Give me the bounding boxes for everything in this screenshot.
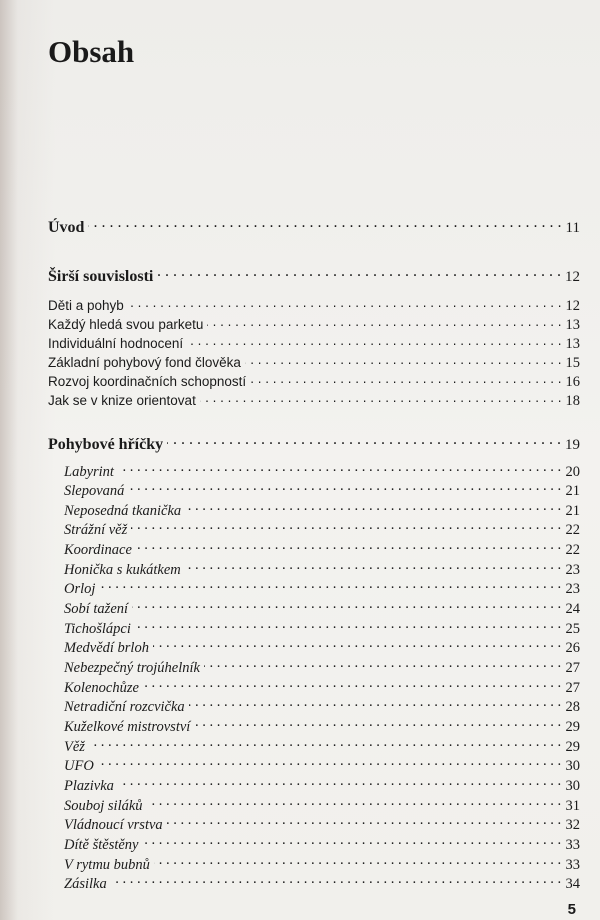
entry-page-number: 13 <box>565 316 580 333</box>
entry-page-number: 23 <box>565 581 580 598</box>
entry-page-number: 28 <box>565 699 580 716</box>
toc-entry <box>48 736 580 756</box>
toc-section-heading <box>48 216 580 237</box>
entry-page-number: 29 <box>565 738 580 755</box>
toc-entry <box>48 795 580 815</box>
entry-page-number: 21 <box>565 502 580 519</box>
entry-page-number: 12 <box>565 297 580 314</box>
toc-entry <box>48 500 580 520</box>
entry-page-number: 23 <box>565 561 580 578</box>
toc-entry <box>48 599 580 619</box>
leader-dots <box>185 500 561 515</box>
entry-page-number: 22 <box>565 542 580 559</box>
leader-dots <box>245 353 562 367</box>
leader-dots <box>154 854 562 869</box>
toc-entry <box>48 481 580 501</box>
entry-title: Každý hledá svou parketu <box>48 316 204 332</box>
toc-entry <box>48 854 580 874</box>
leader-dots <box>185 559 562 574</box>
entry-title: Kolenochůze <box>64 679 139 696</box>
toc-entry <box>48 334 580 353</box>
toc-entry <box>48 618 580 638</box>
leader-dots <box>204 658 562 673</box>
entry-title: Labyrint <box>64 463 114 480</box>
entry-title: Vládnoucí vrstva <box>64 817 163 834</box>
entry-title: Plazivka <box>64 777 114 794</box>
entry-title: Kuželkové mistrovství <box>64 718 191 735</box>
entry-title: Netradiční rozcvička <box>64 699 185 716</box>
entry-title: Koordinace <box>64 542 132 559</box>
entry-page-number: 13 <box>565 335 580 352</box>
entry-title: Orloj <box>64 581 96 598</box>
leader-dots <box>189 697 562 712</box>
toc-entry <box>48 296 580 315</box>
toc-entry <box>48 315 580 334</box>
leader-dots <box>136 540 562 555</box>
leader-dots <box>207 315 561 329</box>
toc-entry <box>48 392 580 411</box>
entry-title: Medvědí brloh <box>64 640 149 657</box>
toc-entry <box>48 775 580 795</box>
entry-page-number: 27 <box>565 660 580 676</box>
entry-page-number: 20 <box>565 463 580 480</box>
leader-dots <box>135 618 562 633</box>
entry-page-number: 24 <box>565 601 580 618</box>
entry-title: V rytmu bubnů <box>64 856 150 873</box>
leader-dots <box>118 461 562 476</box>
entry-page-number: 16 <box>565 373 580 390</box>
entry-page-number: 21 <box>565 483 580 500</box>
toc-entry <box>48 520 580 540</box>
leader-dots <box>89 736 562 751</box>
leader-dots <box>128 481 561 496</box>
toc-entry <box>48 815 580 835</box>
entry-title: Individuální hodnocení <box>48 335 184 351</box>
entry-title: Sobí tažení <box>64 601 129 618</box>
entry-page-number: 22 <box>565 522 580 539</box>
toc-entry <box>48 697 580 717</box>
leader-dots <box>187 334 561 348</box>
leader-dots <box>88 216 561 232</box>
leader-dots <box>250 372 561 386</box>
toc-entry <box>48 874 580 894</box>
entry-page-number: 26 <box>565 640 580 657</box>
toc-section-heading <box>48 433 580 454</box>
entry-page-number: 30 <box>565 758 580 775</box>
leader-dots <box>118 775 562 790</box>
toc-entry <box>48 372 580 391</box>
entry-page-number: 34 <box>565 876 580 893</box>
entry-title: UFO <box>64 758 94 775</box>
toc-entry <box>48 559 580 579</box>
section-title: Pohybové hříčky <box>48 436 164 453</box>
toc-entry <box>48 658 580 678</box>
entry-title: Zásilka <box>64 876 107 893</box>
leader-dots <box>194 716 561 731</box>
entry-title: Základní pohybový fond člověka <box>48 354 241 370</box>
page-title: Obsah <box>48 34 135 69</box>
leader-dots <box>167 815 562 830</box>
leader-dots <box>99 579 561 594</box>
page-number: 5 <box>567 901 576 918</box>
entry-title: Honička s kukátkem <box>64 561 181 578</box>
section-title: Širší souvislosti <box>48 268 154 285</box>
entry-page-number: 33 <box>565 836 580 853</box>
entry-page-number: 25 <box>565 620 580 637</box>
section-page-number: 19 <box>565 437 580 453</box>
entry-title: Rozvoj koordinačních schopností <box>48 373 247 389</box>
leader-dots <box>153 638 562 653</box>
entry-title: Nebezpečný trojúhelník <box>64 660 200 676</box>
toc-entry <box>48 756 580 776</box>
toc-entry <box>48 677 580 697</box>
entry-title: Věž <box>64 738 85 755</box>
entry-title: Dítě štěstěny <box>64 836 139 853</box>
toc-entry <box>48 353 580 372</box>
entry-page-number: 32 <box>565 817 580 834</box>
toc-entry <box>48 638 580 658</box>
leader-dots <box>132 599 561 614</box>
entry-title: Neposedná tkanička <box>64 502 182 519</box>
entry-page-number: 18 <box>565 393 580 409</box>
toc-entry <box>48 461 580 481</box>
leader-dots <box>143 834 562 849</box>
leader-dots <box>98 756 562 771</box>
toc-entry <box>48 716 580 736</box>
toc-section-heading <box>48 265 580 286</box>
entry-title: Slepovaná <box>64 483 125 500</box>
entry-page-number: 31 <box>565 797 580 814</box>
entry-page-number: 15 <box>565 354 580 371</box>
entry-title: Strážní věž <box>64 522 128 539</box>
entry-page-number: 27 <box>565 679 580 696</box>
entry-title: Jak se v knize orientovat <box>48 393 196 408</box>
leader-dots <box>200 392 562 406</box>
leader-dots <box>143 677 562 692</box>
section-title: Úvod <box>48 219 85 236</box>
entry-title: Tichošlápci <box>64 620 131 637</box>
leader-dots <box>111 874 562 889</box>
leader-dots <box>167 433 561 449</box>
section-page-number: 12 <box>565 269 580 285</box>
entry-page-number: 33 <box>565 856 580 873</box>
leader-dots <box>131 520 561 535</box>
entry-title: Děti a pohyb <box>48 297 124 313</box>
section-page-number: 11 <box>565 220 580 236</box>
leader-dots <box>128 296 562 310</box>
toc-entry <box>48 540 580 560</box>
entry-title: Souboj siláků <box>64 797 143 814</box>
leader-dots <box>147 795 562 810</box>
toc-entry <box>48 579 580 599</box>
leader-dots <box>157 265 561 281</box>
toc-entry <box>48 834 580 854</box>
entry-page-number: 29 <box>565 718 580 735</box>
entry-page-number: 30 <box>565 777 580 794</box>
